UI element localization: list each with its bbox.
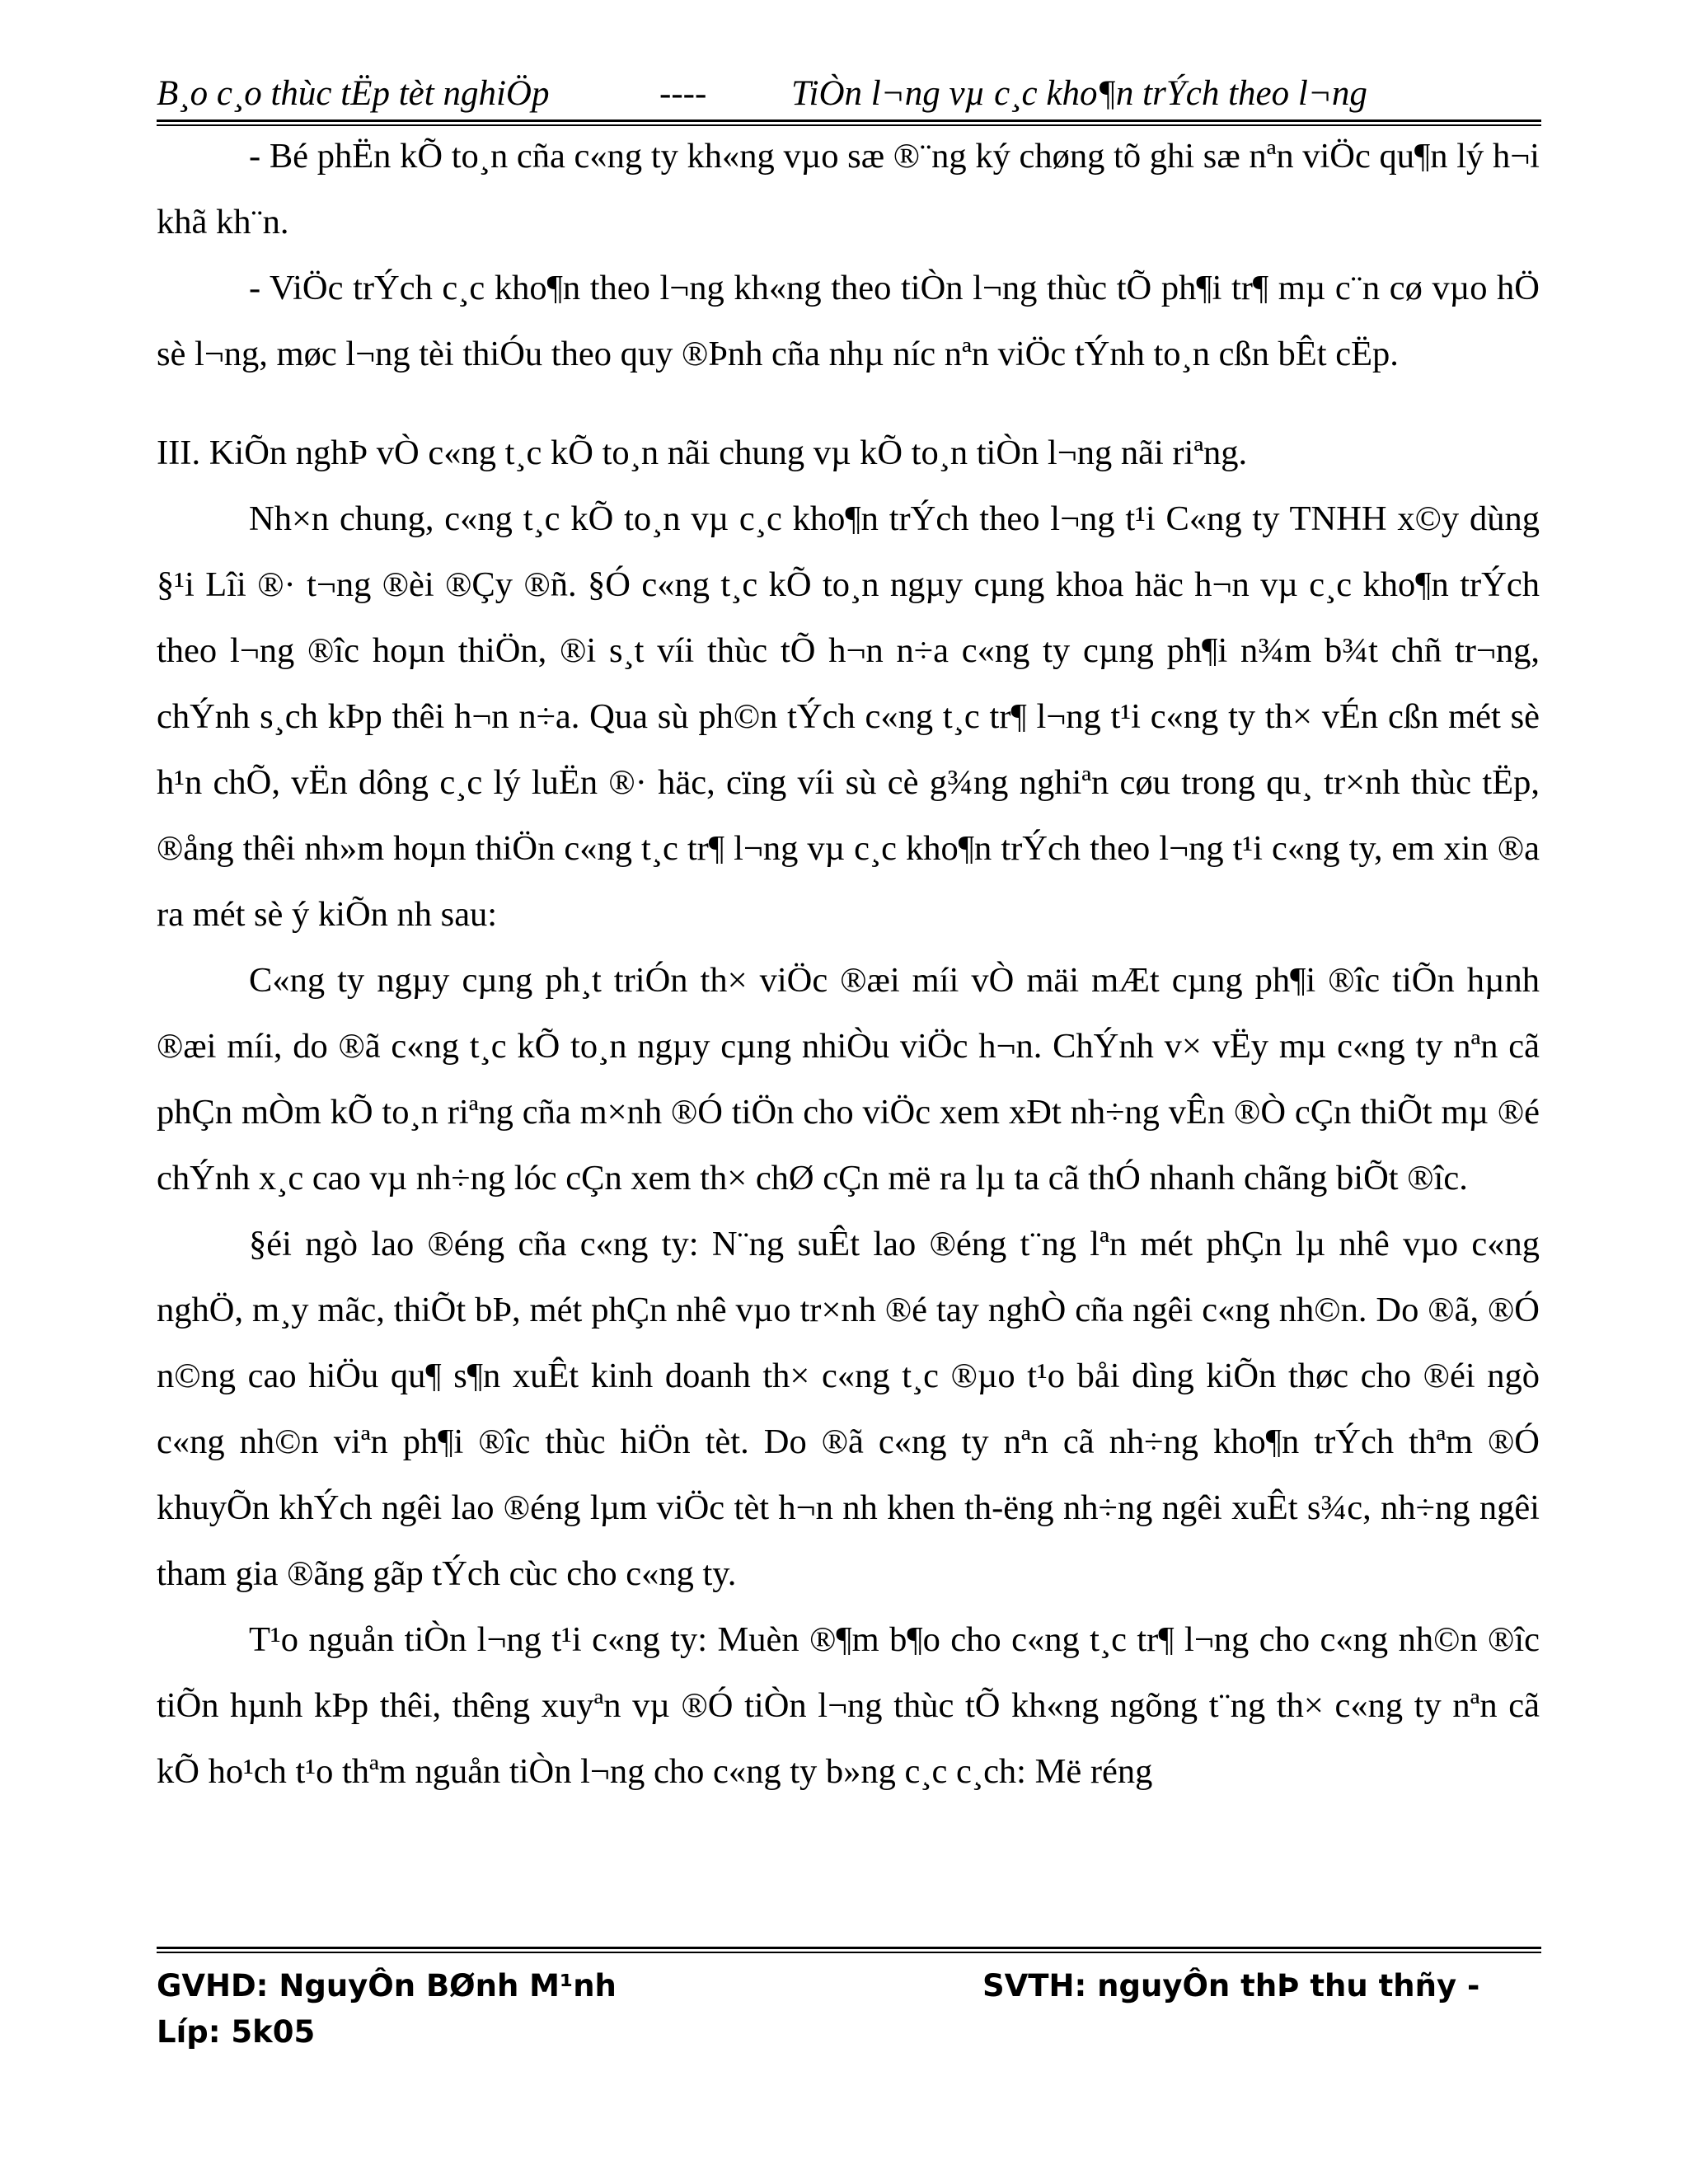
footer-student: SVTH: nguyÔn thÞ thu thñy -: [982, 1968, 1480, 2004]
paragraph-limitation-1: - Bé phËn kÕ to¸n cña c«ng ty kh«ng vµo sæ ®¨ng ký chøng tõ ghi sæ nªn viÖc qu¶n lý h¬i khã kh¨n.: [157, 137, 1540, 241]
page-header: [157, 69, 1541, 119]
header-rule-top: [157, 120, 1541, 122]
paragraph-wage-source: T¹o nguån tiÒn l¬ng t¹i c«ng ty: Muèn ®¶m b¶o cho c«ng t¸c tr¶ l¬ng cho c«ng nh©n ®îc tiÕn hµnh kÞp thêi, thêng xuyªn vµ ®Ó tiÒn l¬ng thùc tÕ kh«ng ngõng t¨ng th× c«ng ty nªn cã kÕ ho¹ch t¹o thªm nguån tiÒn l¬ng cho c«ng ty b»ng c¸c c¸ch: Më réng: [157, 1620, 1540, 1791]
header-report-title: B¸o c¸o thùc tËp tèt nghiÖp: [157, 74, 550, 113]
footer-class: Líp: 5k05: [157, 2014, 316, 2050]
paragraph-limitation-2: - ViÖc trÝch c¸c kho¶n theo l¬ng kh«ng theo tiÒn l¬ng thùc tÕ ph¶i tr¶ mµ c¨n cø vµo hÖ sè l¬ng, møc l¬ng tèi thiÓu theo quy ®Þnh cña nhµ níc nªn viÖc tÝnh to¸n cßn bÊt cËp.: [157, 269, 1540, 373]
section-heading: III. KiÕn nghÞ vÒ c«ng t¸c kÕ to¸n nãi chung vµ kÕ to¸n tiÒn l¬ng nãi riªng.: [157, 434, 1248, 472]
paragraph-workforce: §éi ngò lao ®éng cña c«ng ty: N¨ng suÊt lao ®éng t¨ng lªn mét phÇn lµ nhê vµo c«ng nghÖ, m¸y mãc, thiÕt bÞ, mét phÇn nhê vµo tr×nh ®é tay nghÒ cña ngêi c«ng nh©n. Do ®ã, ®Ó n©ng cao hiÖu qu¶ s¶n xuÊt kinh doanh th× c«ng t¸c ®µo t¹o båi dìng kiÕn thøc cho ®éi ngò c«ng nh©n viªn ph¶i ®îc thùc hiÖn tèt. Do ®ã c«ng ty nªn cã nh÷ng kho¶n trÝch thªm ®Ó khuyÕn khÝch ngêi lao ®éng lµm viÖc tèt h¬n nh khen th-ëng nh÷ng ngêi xuÊt s¾c, nh÷ng ngêi tham gia ®ãng gãp tÝch cùc cho c«ng ty.: [157, 1225, 1540, 1593]
header-topic-title: TiÒn l¬ng vµ c¸c kho¶n trÝch theo l¬ng: [791, 74, 1367, 113]
body-text: [157, 124, 1540, 1805]
page-footer: [157, 1963, 1550, 2055]
footer-rule-top: [157, 1947, 1541, 1949]
footer-supervisor: GVHD: NguyÔn BØnh M¹nh: [157, 1968, 617, 2004]
paragraph-software: C«ng ty ngµy cµng ph¸t triÓn th× viÖc ®æi míi vÒ mäi mÆt cµng ph¶i ®îc tiÕn hµnh ®æi míi, do ®ã c«ng t¸c kÕ to¸n ngµy cµng nhiÒu viÖc h¬n. ChÝnh v× vËy mµ c«ng ty nªn cã phÇn mÒm kÕ to¸n riªng cña m×nh ®Ó tiÖn cho viÖc xem xÐt nh÷ng vÊn ®Ò cÇn thiÕt mµ ®é chÝnh x¸c cao vµ nh÷ng lóc cÇn xem th× chØ cÇn më ra lµ ta cã thÓ nhanh chãng biÕt ®îc.: [157, 961, 1540, 1197]
footer-rule-bottom: [157, 1952, 1541, 1953]
paragraph-overview: Nh×n chung, c«ng t¸c kÕ to¸n vµ c¸c kho¶n trÝch theo l¬ng t¹i C«ng ty TNHH x©y dùng §¹i Lîi ®· t¬ng ®èi ®Çy ®ñ. §Ó c«ng t¸c kÕ to¸n ngµy cµng khoa häc h¬n vµ c¸c kho¶n trÝch theo l¬ng ®îc hoµn thiÖn, ®i s¸t víi thùc tÕ h¬n n÷a c«ng ty cµng ph¶i n¾m b¾t chñ tr¬ng, chÝnh s¸ch kÞp thêi h¬n n÷a. Qua sù ph©n tÝch c«ng t¸c tr¶ l¬ng t¹i c«ng ty th× vÉn cßn mét sè h¹n chÕ, vËn dông c¸c lý luËn ®· häc, cïng víi sù cè g¾ng nghiªn cøu trong qu¸ tr×nh thùc tËp, ®ång thêi nh»m hoµn thiÖn c«ng t¸c tr¶ l¬ng vµ c¸c kho¶n trÝch theo l¬ng t¹i c«ng ty, em xin ®a ra mét sè ý kiÕn nh sau:: [157, 499, 1540, 934]
header-separator: ----: [659, 74, 707, 113]
